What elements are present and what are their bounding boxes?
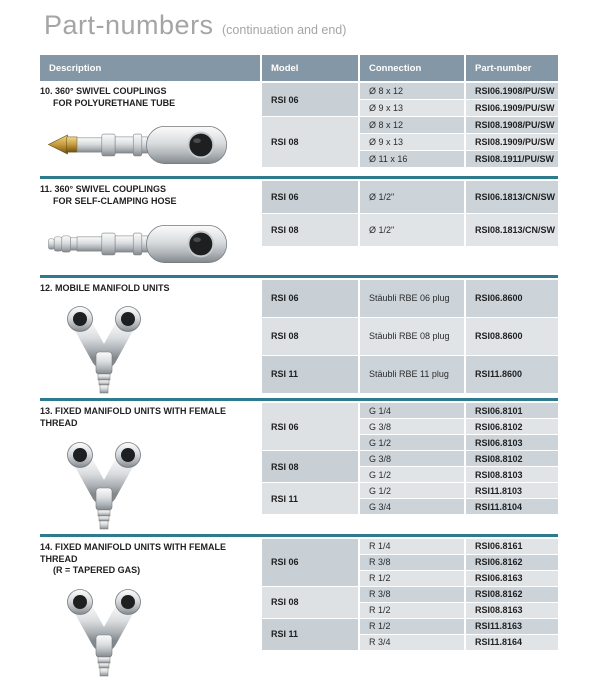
model-cell: RSI 11 bbox=[262, 356, 358, 393]
section-13 bbox=[40, 403, 558, 532]
section-11 bbox=[40, 181, 558, 273]
model-connection-grid bbox=[262, 539, 558, 680]
model-connection-grid bbox=[262, 403, 558, 532]
part-number-cell: RSI06.8103 bbox=[466, 435, 558, 450]
part-number-cell: RSI08.8102 bbox=[466, 451, 558, 466]
connection-cell: R 1/4 bbox=[360, 539, 464, 554]
description-cell bbox=[40, 539, 260, 680]
manifold-unit-icon bbox=[40, 583, 260, 680]
part-numbers-table bbox=[40, 55, 558, 680]
description-line: 14. FIXED MANIFOLD UNITS WITH FEMALE THREAD bbox=[40, 541, 226, 564]
part-number-cell: RSI06.8163 bbox=[466, 571, 558, 586]
section-divider-line bbox=[40, 176, 558, 179]
part-number-cell: RSI11.8104 bbox=[466, 499, 558, 514]
part-number-cell: RSI11.8600 bbox=[466, 356, 558, 393]
part-number-cell: RSI06.8161 bbox=[466, 539, 558, 554]
section-12 bbox=[40, 280, 558, 398]
connection-cell: Ø 1/2" bbox=[360, 181, 464, 213]
connection-cell: G 1/2 bbox=[360, 435, 464, 450]
connection-cell: R 3/8 bbox=[360, 587, 464, 602]
description-line: 13. FIXED MANIFOLD UNITS WITH FEMALE THREAD bbox=[40, 406, 226, 429]
description-line: 12. MOBILE MANIFOLD UNITS bbox=[40, 282, 170, 293]
swivel-coupling-polyurethane-icon bbox=[40, 115, 260, 175]
part-number-cell: RSI06.1813/CN/SW bbox=[466, 181, 558, 213]
part-number-cell: RSI06.8102 bbox=[466, 419, 558, 434]
manifold-unit-icon bbox=[54, 436, 154, 533]
description-line: (R = TAPERED GAS) bbox=[53, 565, 141, 576]
model-cell: RSI 06 bbox=[262, 539, 358, 586]
manifold-unit-icon bbox=[54, 583, 154, 680]
model-cell: RSI 08 bbox=[262, 587, 358, 618]
model-cell: RSI 06 bbox=[262, 83, 358, 116]
page-title bbox=[44, 10, 600, 41]
table-header-row bbox=[40, 55, 558, 81]
swivel-coupling-hose-icon bbox=[40, 214, 236, 274]
section-divider-line bbox=[40, 275, 558, 278]
model-cell: RSI 11 bbox=[262, 619, 358, 650]
part-number-cell: RSI06.8600 bbox=[466, 280, 558, 317]
part-number-cell: RSI11.8163 bbox=[466, 619, 558, 634]
catalog-page bbox=[0, 10, 600, 648]
page-title-main: Part-numbers bbox=[44, 10, 214, 40]
part-number-cell: RSI06.1908/PU/SW bbox=[466, 83, 558, 99]
connection-cell: Stäubli RBE 11 plug bbox=[360, 356, 464, 393]
model-cell: RSI 06 bbox=[262, 181, 358, 213]
model-connection-grid bbox=[262, 280, 558, 398]
part-number-cell: RSI08.1909/PU/SW bbox=[466, 134, 558, 150]
model-cell: RSI 11 bbox=[262, 483, 358, 514]
swivel-coupling-hose-icon bbox=[40, 214, 260, 274]
table-body bbox=[40, 83, 558, 680]
part-number-cell: RSI11.8164 bbox=[466, 635, 558, 650]
connection-cell: R 3/4 bbox=[360, 635, 464, 650]
connection-cell: Ø 1/2" bbox=[360, 214, 464, 246]
model-cell: RSI 06 bbox=[262, 403, 358, 450]
description-cell bbox=[40, 280, 260, 398]
manifold-unit-icon bbox=[40, 300, 260, 397]
part-number-cell: RSI08.1908/PU/SW bbox=[466, 117, 558, 133]
part-number-cell: RSI08.1813/CN/SW bbox=[466, 214, 558, 246]
description-cell bbox=[40, 83, 260, 175]
section-10 bbox=[40, 83, 558, 175]
description-cell bbox=[40, 181, 260, 273]
section-14 bbox=[40, 539, 558, 680]
description-line: 11. 360° SWIVEL COUPLINGS bbox=[40, 184, 166, 195]
connection-cell: Ø 9 x 13 bbox=[360, 134, 464, 150]
connection-cell: Ø 8 x 12 bbox=[360, 117, 464, 133]
connection-cell: G 1/2 bbox=[360, 483, 464, 498]
connection-cell: Ø 8 x 12 bbox=[360, 83, 464, 99]
column-header-model: Model bbox=[262, 55, 358, 81]
connection-cell: R 1/2 bbox=[360, 603, 464, 618]
model-cell: RSI 06 bbox=[262, 280, 358, 317]
model-cell: RSI 08 bbox=[262, 318, 358, 355]
part-number-cell: RSI06.8162 bbox=[466, 555, 558, 570]
connection-cell: Stäubli RBE 06 plug bbox=[360, 280, 464, 317]
column-header-description: Description bbox=[40, 55, 260, 81]
connection-cell: G 3/4 bbox=[360, 499, 464, 514]
section-divider-line bbox=[40, 398, 558, 401]
part-number-cell: RSI08.8600 bbox=[466, 318, 558, 355]
connection-cell: Ø 9 x 13 bbox=[360, 100, 464, 116]
part-number-cell: RSI11.8103 bbox=[466, 483, 558, 498]
connection-cell: R 1/2 bbox=[360, 619, 464, 634]
model-connection-grid bbox=[262, 83, 558, 175]
description-line: FOR SELF-CLAMPING HOSE bbox=[53, 196, 177, 207]
model-connection-grid bbox=[262, 181, 558, 273]
model-cell: RSI 08 bbox=[262, 214, 358, 246]
part-number-cell: RSI08.1911/PU/SW bbox=[466, 151, 558, 167]
manifold-unit-icon bbox=[40, 436, 260, 533]
part-number-cell: RSI06.1909/PU/SW bbox=[466, 100, 558, 116]
part-number-cell: RSI08.8163 bbox=[466, 603, 558, 618]
page-title-subtitle: (continuation and end) bbox=[222, 23, 347, 37]
connection-cell: R 1/2 bbox=[360, 571, 464, 586]
model-cell: RSI 08 bbox=[262, 117, 358, 167]
connection-cell: Stäubli RBE 08 plug bbox=[360, 318, 464, 355]
description-line: FOR POLYURETHANE TUBE bbox=[53, 97, 176, 108]
swivel-coupling-polyurethane-icon bbox=[40, 115, 236, 175]
connection-cell: Ø 11 x 16 bbox=[360, 151, 464, 167]
column-header-connection: Connection bbox=[360, 55, 464, 81]
part-number-cell: RSI08.8162 bbox=[466, 587, 558, 602]
connection-cell: G 3/8 bbox=[360, 451, 464, 466]
connection-cell: G 1/2 bbox=[360, 467, 464, 482]
connection-cell: G 1/4 bbox=[360, 403, 464, 418]
column-header-part-number: Part-number bbox=[466, 55, 558, 81]
connection-cell: R 3/8 bbox=[360, 555, 464, 570]
section-divider-line bbox=[40, 534, 558, 537]
model-cell: RSI 08 bbox=[262, 451, 358, 482]
part-number-cell: RSI06.8101 bbox=[466, 403, 558, 418]
manifold-unit-icon bbox=[54, 300, 154, 397]
part-number-cell: RSI08.8103 bbox=[466, 467, 558, 482]
description-line: 10. 360° SWIVEL COUPLINGS bbox=[40, 86, 167, 96]
connection-cell: G 3/8 bbox=[360, 419, 464, 434]
description-cell bbox=[40, 403, 260, 532]
